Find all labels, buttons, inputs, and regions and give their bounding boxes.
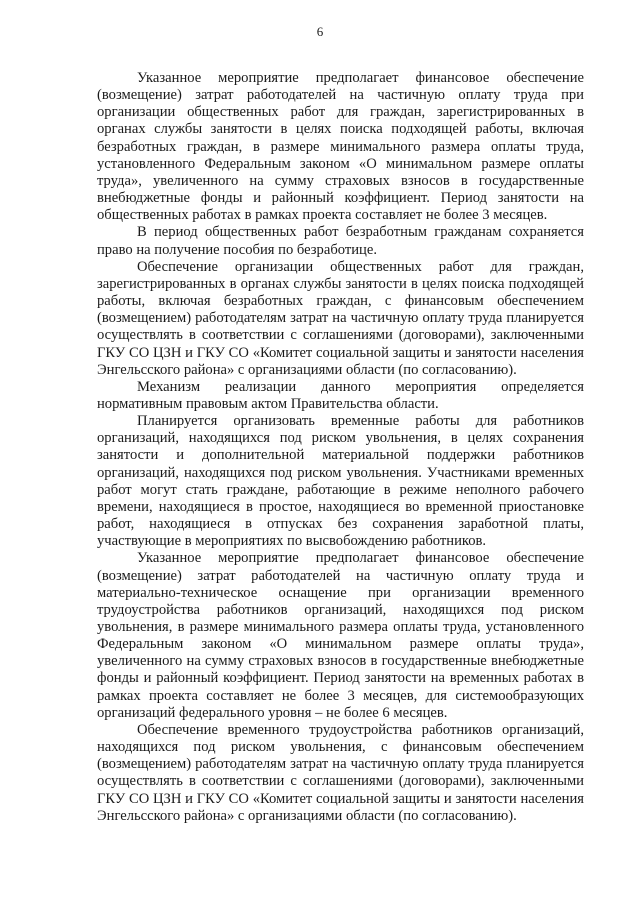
paragraph-temporary-works: Планируется организовать временные работы для работников организаций, находящихся под риском увольнения, в целях сохранения занятости и дополнительной материальной поддержки работников организаций, находящихся под риском увольнения. Участниками временных работ могут стать граждане, работающие в режиме неполного рабочего времени, находящиеся в простое, находящиеся во временной приостановке работ, находящиеся в отпусках без сохранения заработной платы, участвующие в мероприятиях по высвобождению работников.: [97, 413, 584, 550]
page-number: 6: [316, 24, 324, 39]
paragraph-unemployment-benefit: В период общественных работ безработным гражданам сохраняется право на получение пособия по безработице.: [97, 224, 584, 258]
paragraph-public-works-financing: Указанное мероприятие предполагает финансовое обеспечение (возмещение) затрат работодателей на частичную оплату труда при организации общественных работ для граждан, зарегистрированных в органах службы занятости в целях поиска подходящей работы, включая безработных граждан, в размере минимального размера оплаты труда, установленного Федеральным законом «О минимальном размере оплаты труда», увеличенного на сумму страховых взносов в государственные внебюджетные фонды и районный коэффициент. Период занятости на общественных работах в рамках проекта составляет не более 3 месяцев.: [97, 70, 584, 224]
paragraph-public-works-agreements: Обеспечение организации общественных работ для граждан, зарегистрированных в органах службы занятости в целях поиска подходящей работы, включая безработных граждан, с финансовым обеспечением (возмещением) работодателям затрат на частичную оплату труда планируется осуществлять в соответствии с соглашениями (договорами), заключенными ГКУ СО ЦЗН и ГКУ СО «Комитет социальной защиты и занятости населения Энгельсского района» с организациями области (по согласованию).: [97, 258, 584, 378]
document-body: [97, 70, 584, 825]
paragraph-temporary-works-financing: Указанное мероприятие предполагает финансовое обеспечение (возмещение) затрат работодателей на частичную оплату труда и материально-техническое оснащение при организации временного трудоустройства работников организаций, находящихся под риском увольнения, в размере минимального размера оплаты труда, установленного Федеральным законом «О минимальном размере оплаты труда», увеличенного на сумму страховых взносов в государственные внебюджетные фонды и районный коэффициент. Период занятости на временных работах в рамках проекта составляет не более 3 месяцев, для системообразующих организаций федерального уровня – не более 6 месяцев.: [97, 550, 584, 721]
paragraph-temporary-employment-agreements: Обеспечение временного трудоустройства работников организаций, находящихся под риском увольнения, с финансовым обеспечением (возмещением) работодателям затрат на частичную оплату труда планируется осуществлять в соответствии с соглашениями (договорами), заключенными ГКУ СО ЦЗН и ГКУ СО «Комитет социальной защиты и занятости населения Энгельсского района» с организациями области (по согласованию).: [97, 721, 584, 824]
paragraph-implementation-mechanism: Механизм реализации данного мероприятия определяется нормативным правовым актом Правительства области.: [97, 378, 584, 412]
